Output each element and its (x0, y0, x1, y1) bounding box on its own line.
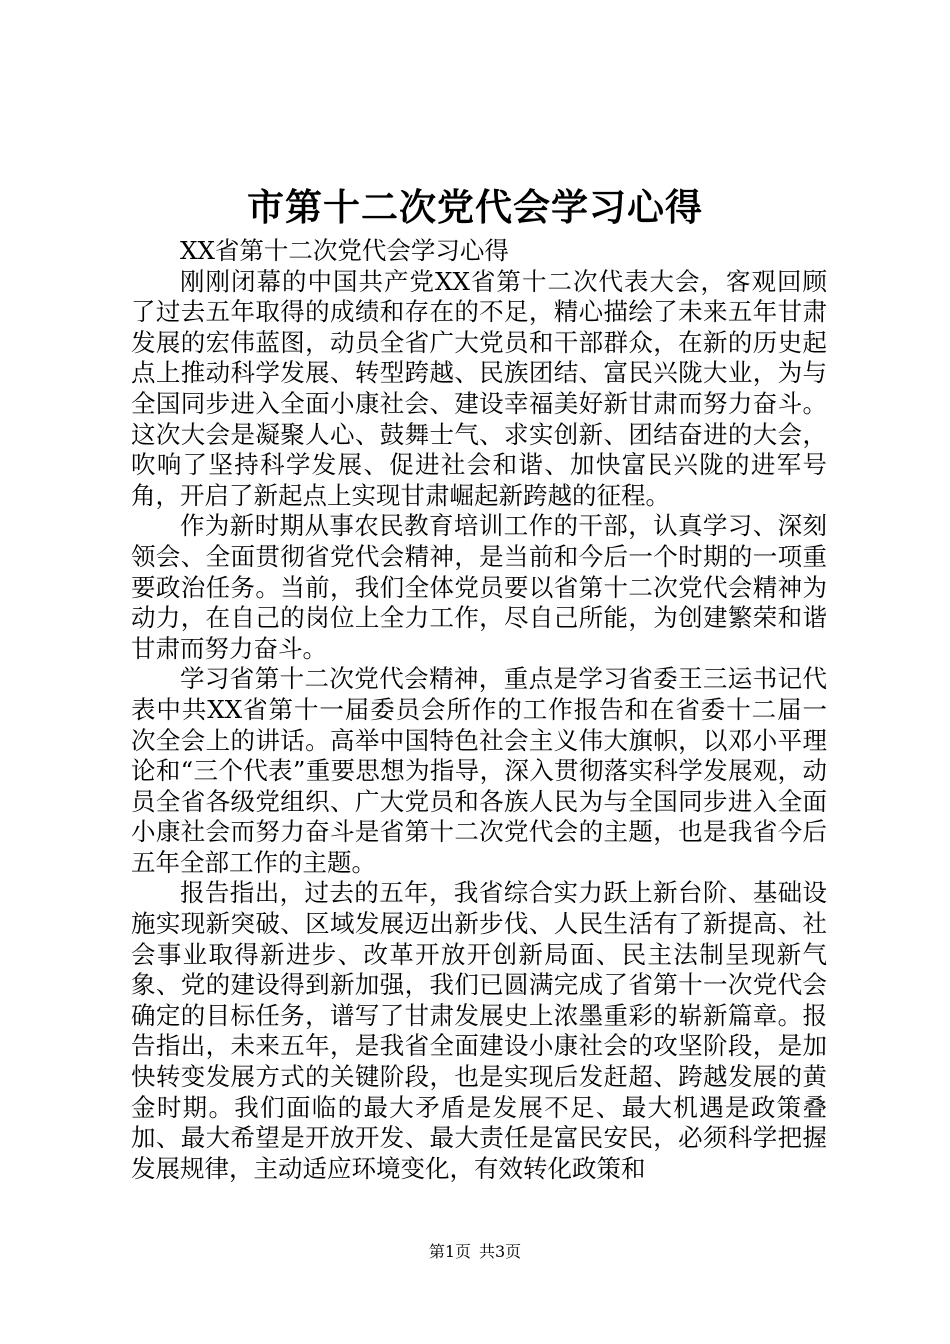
document-title: 市第十二次党代会学习心得 (247, 185, 703, 229)
paragraph: 学习省第十二次党代会精神，重点是学习省委王三运书记代表中共XX省第十一届委员会所作的工作报告和在省委十二届一次全会上的讲话。高举中国特色社会主义伟大旗帜，以邓小平理论和“三个代表”重要思想为指导，深入贯彻落实科学发展观，动员全省各级党组织、广大党员和各族人民为与全国同步进入全面小康社会而努力奋斗是省第十二次党代会的主题，也是我省今后五年全部工作的主题。 (131, 664, 827, 877)
paragraph-subtitle: XX省第十二次党代会学习心得 (180, 236, 509, 265)
page-number: 第1页 (428, 1242, 471, 1261)
page-total: 共3页 (479, 1242, 522, 1261)
paragraph: 刚刚闭幕的中国共产党XX省第十二次代表大会，客观回顾了过去五年取得的成绩和存在的不足，精心描绘了未来五年甘肃发展的宏伟蓝图，动员全省广大党员和干部群众，在新的历史起点上推动科学发展、转型跨越、民族团结、富民兴陇大业，为与全国同步进入全面小康社会、建设幸福美好新甘肃而努力奋斗。这次大会是凝聚人心、鼓舞士气、求实创新、团结奋进的大会，吹响了坚持科学发展、促进社会和谐、加快富民兴陇的进军号角，开启了新起点上实现甘肃崛起新跨越的征程。 (131, 266, 827, 510)
paragraph: 报告指出，过去的五年，我省综合实力跃上新台阶、基础设施实现新突破、区域发展迈出新步伐、人民生活有了新提高、社会事业取得新进步、改革开放开创新局面、民主法制呈现新气象、党的建设得到新加强，我们已圆满完成了省第十一次党代会确定的目标任务，谱写了甘肃发展史上浓墨重彩的崭新篇章。报告指出，未来五年，是我省全面建设小康社会的攻坚阶段，是加快转变发展方式的关键阶段，也是实现后发赶超、跨越发展的黄金时期。我们面临的最大矛盾是发展不足、最大机遇是政策叠加、最大希望是开放开发、最大责任是富民安民，必须科学把握发展规律，主动适应环境变化，有效转化政策和 (131, 878, 827, 1183)
paragraph: 作为新时期从事农民教育培训工作的干部，认真学习、深刻领会、全面贯彻省党代会精神，是当前和今后一个时期的一项重要政治任务。当前，我们全体党员要以省第十二次党代会精神为动力，在自己的岗位上全力工作，尽自己所能，为创建繁荣和谐甘肃而努力奋斗。 (131, 511, 827, 663)
page-footer (0, 1240, 950, 1264)
document-body (131, 236, 827, 1184)
